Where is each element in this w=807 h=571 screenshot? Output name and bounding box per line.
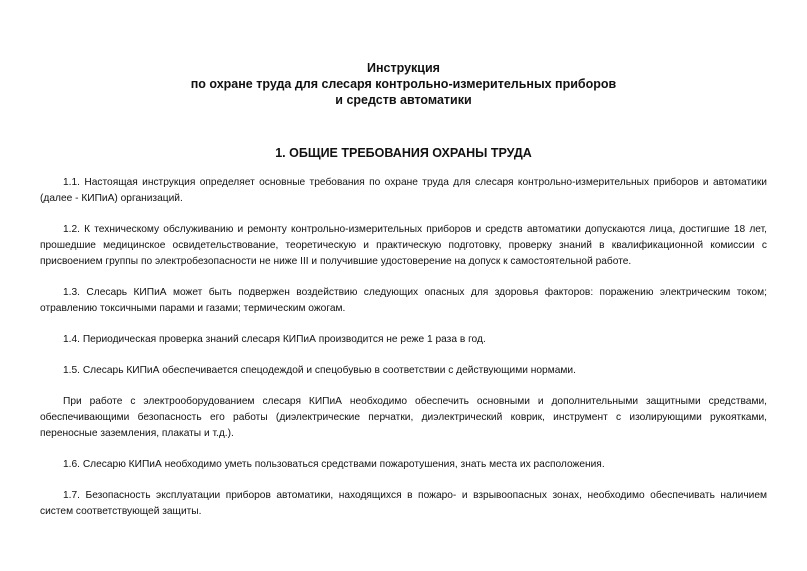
- paragraph-1-1: 1.1. Настоящая инструкция определяет основные требования по охране труда для слесаря контрольно-измерительных приборов и автоматики (далее - КИПиА) организаций.: [40, 177, 767, 204]
- paragraph-electrical-protection: При работе с электрооборудованием слесаря КИПиА необходимо обеспечить основными и дополнительными защитными средствами, обеспечивающими безопасность его работы (диэлектрические перчатки, диэлектрический коврик, инструмент с изолирующими рукоятками, переносные заземления, плакаты и т.д.).: [40, 396, 767, 439]
- title-line-3: и средств автоматики: [335, 93, 472, 107]
- paragraph-1-4: 1.4. Периодическая проверка знаний слесаря КИПиА производится не реже 1 раза в год.: [63, 334, 486, 345]
- title-line-2: по охране труда для слесаря контрольно-измерительных приборов: [190, 77, 617, 91]
- document-page: [40, 60, 767, 520]
- paragraph-1-7: 1.7. Безопасность эксплуатации приборов автоматики, находящихся в пожаро- и взрывоопасных зонах, необходимо обеспечивать наличием систем соответствующей защиты.: [40, 490, 767, 517]
- document-title: [40, 60, 767, 108]
- paragraph-1-5: 1.5. Слесарь КИПиА обеспечивается спецодеждой и спецобувью в соответствии с действующими нормами.: [63, 365, 576, 376]
- paragraph-1-6: 1.6. Слесарю КИПиА необходимо уметь пользоваться средствами пожаротушения, знать места их расположения.: [63, 459, 605, 470]
- title-line-1: Инструкция: [367, 61, 440, 75]
- paragraph-1-2: 1.2. К техническому обслуживанию и ремонту контрольно-измерительных приборов и средств автоматики допускаются лица, достигшие 18 лет, прошедшие медицинское освидетельствование, теоретическую и практическую подготовку, проверку знаний в квалификационной комиссии с присвоением группы по электробезопасности не ниже III и получившие удостоверение на допуск к самостоятельной работе.: [40, 224, 767, 267]
- paragraph-1-3: 1.3. Слесарь КИПиА может быть подвержен воздействию следующих опасных для здоровья факторов: поражению электрическим током; отравлению токсичными парами и газами; термическим ожогам.: [40, 287, 767, 314]
- section-heading: 1. ОБЩИЕ ТРЕБОВАНИЯ ОХРАНЫ ТРУДА: [275, 146, 532, 160]
